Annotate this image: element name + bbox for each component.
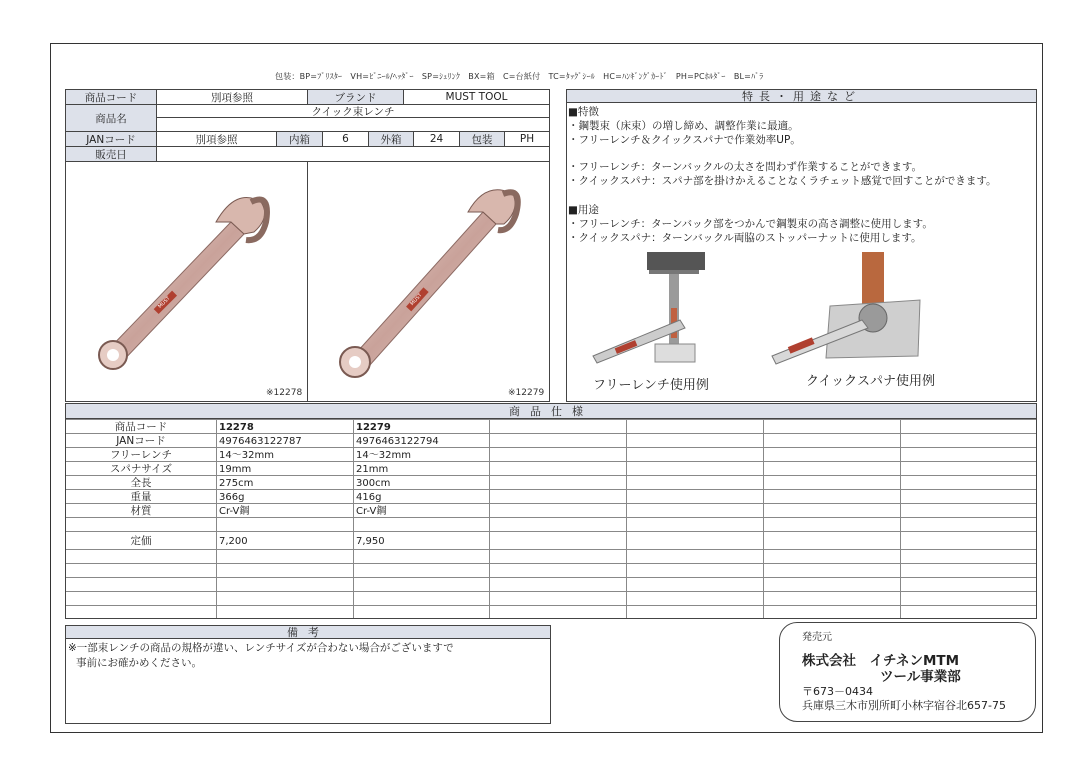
product-code-label: 商品コード bbox=[65, 89, 157, 105]
spec-12278-free-wrench: 14～32mm bbox=[219, 450, 274, 461]
spec-12279-product-code: 12279 bbox=[356, 422, 391, 433]
outer-box-value: 24 bbox=[413, 131, 460, 147]
spec-12278-weight: 366g bbox=[219, 492, 245, 503]
product-code-value: 別項参照 bbox=[156, 89, 308, 105]
seller-company: 株式会社 イチネンMTM bbox=[802, 653, 960, 669]
quick-spanner-usage-image bbox=[770, 248, 930, 368]
free-wrench-usage-image bbox=[585, 248, 725, 373]
remarks-line-1: ※一部束レンチの商品の規格が違い、レンチサイズが合わない場合がございますで bbox=[68, 642, 454, 654]
packaging-legend: 包装：BP=ﾌﾞﾘｽﾀｰ VH=ﾋﾞﾆｰﾙ/ﾍｯﾀﾞｰ SP=ｼｭﾘﾝｸ BX=箱 C=台紙付 TC=ﾀｯｸﾞｼｰﾙ HC=ﾊﾝｷﾞﾝｸﾞｶｰﾄﾞ PH=PCﾎﾙﾀﾞｰ BL=ﾊﾞﾗ bbox=[275, 72, 764, 81]
wrench-12278-brand-mark: MUST bbox=[157, 295, 172, 310]
spec-12278-length: 275cm bbox=[219, 478, 254, 489]
seller-division: ツール事業部 bbox=[880, 669, 961, 685]
feature-line-3: ・フリーレンチ：ターンバックルの太さを問わず作業することができます。 bbox=[568, 161, 923, 173]
spec-table bbox=[65, 403, 1037, 619]
spec-12278-material: Cr-V鋼 bbox=[219, 506, 250, 517]
spec-label-free-wrench: フリーレンチ bbox=[109, 449, 173, 461]
feature-line-1: ・鋼製束（床束）の増し締め、調整作業に最適。 bbox=[568, 120, 799, 132]
seller-address: 兵庫県三木市別所町小林字宿谷北657-75 bbox=[802, 699, 1006, 712]
spec-12279-free-wrench: 14～32mm bbox=[356, 450, 411, 461]
sale-date-label: 販売日 bbox=[65, 146, 157, 162]
feature-section-title: ■特徴 bbox=[568, 106, 599, 118]
remarks-header: 備考 bbox=[65, 625, 551, 639]
spec-12279-spanner-size: 21mm bbox=[356, 464, 389, 475]
usage-line-1: ・フリーレンチ：ターンバック部をつかんで鋼製束の高さ調整に使用します。 bbox=[568, 218, 933, 230]
spec-label-jan: JANコード bbox=[116, 435, 166, 447]
remarks-line-2: 事前にお確かめください。 bbox=[76, 657, 202, 669]
wrench-12279-image bbox=[308, 162, 551, 403]
spec-label-weight: 重量 bbox=[130, 491, 152, 503]
spec-12279-length: 300cm bbox=[356, 478, 391, 489]
inner-box-value: 6 bbox=[322, 131, 369, 147]
photo-12279-caption: ※12279 bbox=[508, 388, 545, 398]
spec-12278-spanner-size: 19mm bbox=[219, 464, 252, 475]
photo-12278-caption: ※12278 bbox=[266, 388, 303, 398]
free-wrench-usage-caption: フリーレンチ使用例 bbox=[593, 378, 709, 393]
spec-12279-weight: 416g bbox=[356, 492, 382, 503]
usage-line-2: ・クイックスパナ：ターンバックル両脇のストッパーナットに使用します。 bbox=[568, 232, 922, 244]
spec-12279-material: Cr-V鋼 bbox=[356, 506, 387, 517]
brand-label: ブランド bbox=[307, 89, 404, 105]
outer-box-label: 外箱 bbox=[368, 131, 414, 147]
features-header: 特長・用途など bbox=[566, 89, 1037, 103]
feature-line-2: ・フリーレンチ＆クイックスパナで作業効率UP。 bbox=[568, 134, 801, 146]
spec-12278-jan: 4976463122787 bbox=[219, 436, 302, 447]
spec-12278-price: 7,200 bbox=[219, 536, 248, 547]
product-photo-12279 bbox=[307, 161, 550, 402]
wrench-12278-image bbox=[66, 162, 309, 403]
spec-label-product-code: 商品コード bbox=[114, 421, 168, 433]
brand-value: MUST TOOL bbox=[403, 89, 550, 105]
packaging-value: PH bbox=[504, 131, 550, 147]
jan-label: JANコード bbox=[65, 131, 157, 147]
spec-12279-price: 7,950 bbox=[356, 536, 385, 547]
usage-section-title: ■用途 bbox=[568, 204, 599, 216]
spec-label-length: 全長 bbox=[130, 477, 152, 489]
seller-postal-code: 〒673－0434 bbox=[802, 685, 873, 698]
jan-value: 別項参照 bbox=[156, 131, 277, 147]
seller-label: 発売元 bbox=[802, 632, 832, 643]
spec-label-price: 定価 bbox=[130, 535, 152, 547]
feature-line-4: ・クイックスパナ：スパナ部を掛けかえることなくラチェット感覚で回すことができます。 bbox=[568, 175, 997, 187]
product-photo-12278 bbox=[65, 161, 308, 402]
wrench-12279-brand-mark: MUST bbox=[409, 292, 424, 307]
quick-spanner-usage-caption: クイックスパナ使用例 bbox=[806, 374, 935, 389]
sale-date-value bbox=[156, 146, 550, 162]
product-name-label: 商品名 bbox=[65, 104, 157, 132]
spec-12279-jan: 4976463122794 bbox=[356, 436, 439, 447]
seller-box bbox=[779, 622, 1036, 722]
inner-box-label: 内箱 bbox=[276, 131, 323, 147]
spec-12278-product-code: 12278 bbox=[219, 422, 254, 433]
spec-label-material: 材質 bbox=[130, 505, 152, 517]
spec-label-spanner-size: スパナサイズ bbox=[109, 463, 173, 475]
spec-header: 商品仕様 bbox=[65, 403, 1037, 419]
packaging-label: 包装 bbox=[459, 131, 505, 147]
remarks-box bbox=[65, 625, 551, 724]
product-name-extra bbox=[156, 117, 550, 132]
product-name-value: クイック束レンチ bbox=[156, 104, 550, 118]
